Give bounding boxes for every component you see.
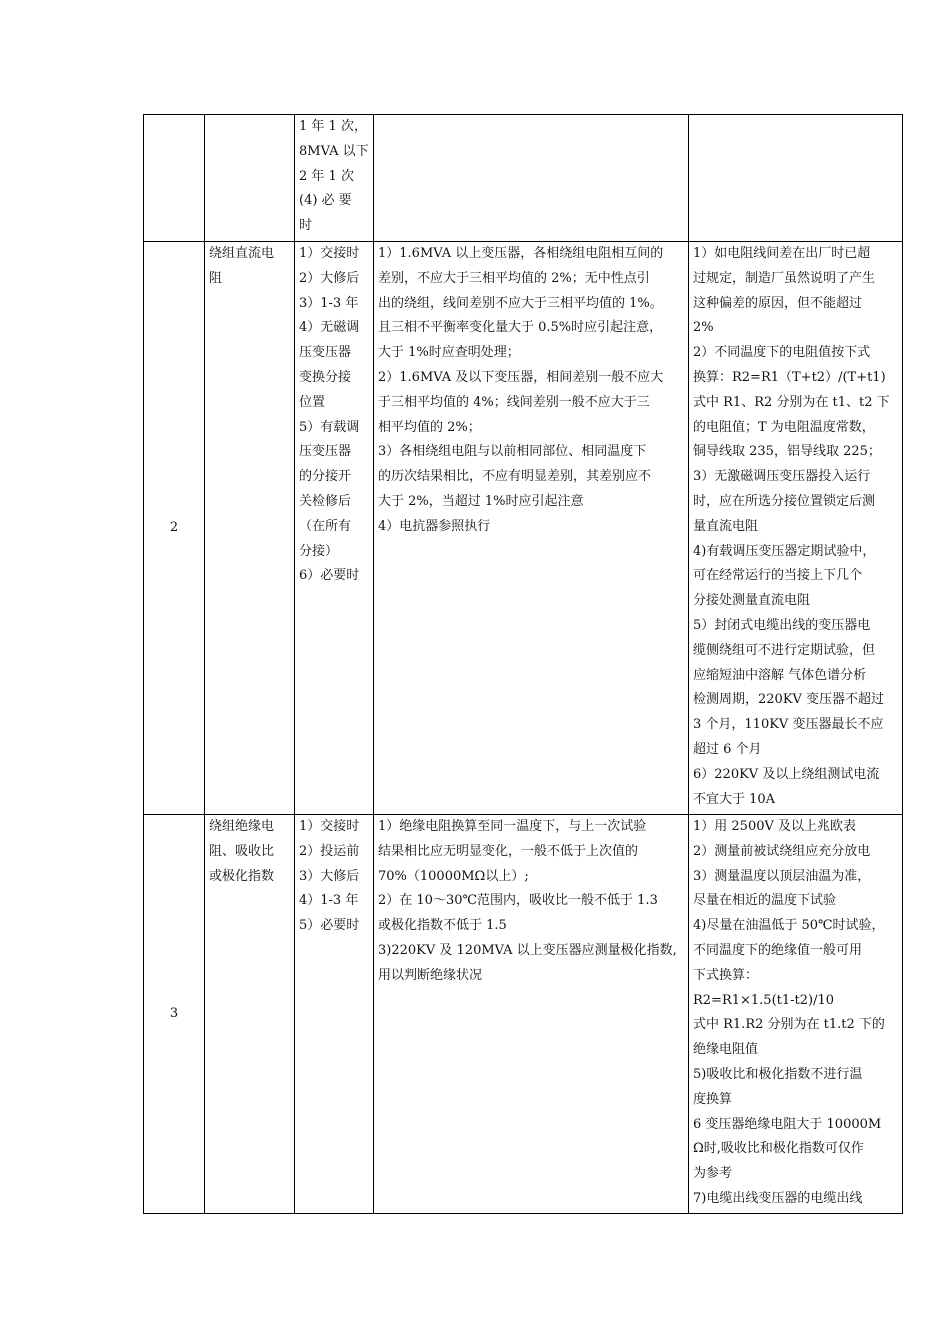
standard-cell xyxy=(374,115,689,242)
item-number-cell: 2 xyxy=(144,242,205,815)
notes-cell: 1）用 2500V 及以上兆欧表 2）测量前被试绕组应充分放电 3）测量温度以顶层油温为准， 尽量在相近的温度下试验 4)尽量在油温低于 50℃时试验， 不同温度下的绝缘值一般可用 下式换算： R2=R1×1.5(t1-t2)/10 式中 R1.R2 分别为在 t1.t2 下的 绝缘电阻值 5)吸收比和极化指数不进行温 度换算 6 变压器绝缘电阻大于 10000M Ω时,吸收比和极化指数可仅作 为参考 7)电缆出线变压器的电缆出线 xyxy=(689,815,903,1214)
test-period-cell: 1 年 1 次， 8MVA 以下 2 年 1 次 (4) 必 要 时 xyxy=(295,115,374,242)
test-spec-table xyxy=(143,114,903,1214)
item-number-cell xyxy=(144,115,205,242)
test-period-cell: 1）交接时 2）大修后 3）1-3 年 4）无磁调 压变压器 变换分接 位置 5）有载调 压变压器 的分接开 关检修后 （在所有 分接） 6）必要时 xyxy=(295,242,374,815)
table-row xyxy=(144,815,903,1214)
table-row xyxy=(144,242,903,815)
test-period-cell: 1）交接时 2）投运前 3）大修后 4）1-3 年 5）必要时 xyxy=(295,815,374,1214)
test-item-cell xyxy=(205,115,295,242)
table-row xyxy=(144,115,903,242)
standard-cell: 1）绝缘电阻换算至同一温度下，与上一次试验 结果相比应无明显变化，一般不低于上次值的 70%（10000MΩ以上）; 2）在 10～30℃范围内，吸收比一般不低于 1.3 或极化指数不低于 1.5 3)220KV 及 120MVA 以上变压器应测量极化指数, 用以判断绝缘状况 xyxy=(374,815,689,1214)
notes-cell xyxy=(689,115,903,242)
standard-cell: 1）1.6MVA 以上变压器，各相绕组电阻相互间的 差别，不应大于三相平均值的 2%；无中性点引 出的绕组，线间差别不应大于三相平均值的 1%。 且三相不平衡率变化量大于 0.5%时应引起注意， 大于 1%时应查明处理； 2）1.6MVA 及以下变压器，相间差别一般不应大 于三相平均值的 4%；线间差别一般不应大于三 相平均值的 2%； 3）各相绕组电阻与以前相同部位、相同温度下 的历次结果相比，不应有明显差别，其差别应不 大于 2%，当超过 1%时应引起注意 4）电抗器参照执行 xyxy=(374,242,689,815)
test-item-cell: 绕组直流电 阻 xyxy=(205,242,295,815)
test-item-cell: 绕组绝缘电 阻、吸收比 或极化指数 xyxy=(205,815,295,1214)
notes-cell: 1）如电阻线间差在出厂时已超 过规定，制造厂虽然说明了产生 这种偏差的原因，但不能超过 2% 2）不同温度下的电阻值按下式 换算：R2=R1（T+t2）/(T+t1) 式中 R1、R2 分别为在 t1、t2 下 的电阻值；T 为电阻温度常数， 铜导线取 235，铝导线取 225； 3）无激磁调压变压器投入运行 时，应在所选分接位置锁定后测 量直流电阻 4)有载调压变压器定期试验中， 可在经常运行的当接上下几个 分接处测量直流电阻 5）封闭式电缆出线的变压器电 缆侧绕组可不进行定期试验，但 应缩短油中溶解 气体色谱分析 检测周期，220KV 变压器不超过 3 个月，110KV 变压器最长不应 超过 6 个月 6）220KV 及以上绕组测试电流 不宜大于 10A xyxy=(689,242,903,815)
item-number-cell: 3 xyxy=(144,815,205,1214)
